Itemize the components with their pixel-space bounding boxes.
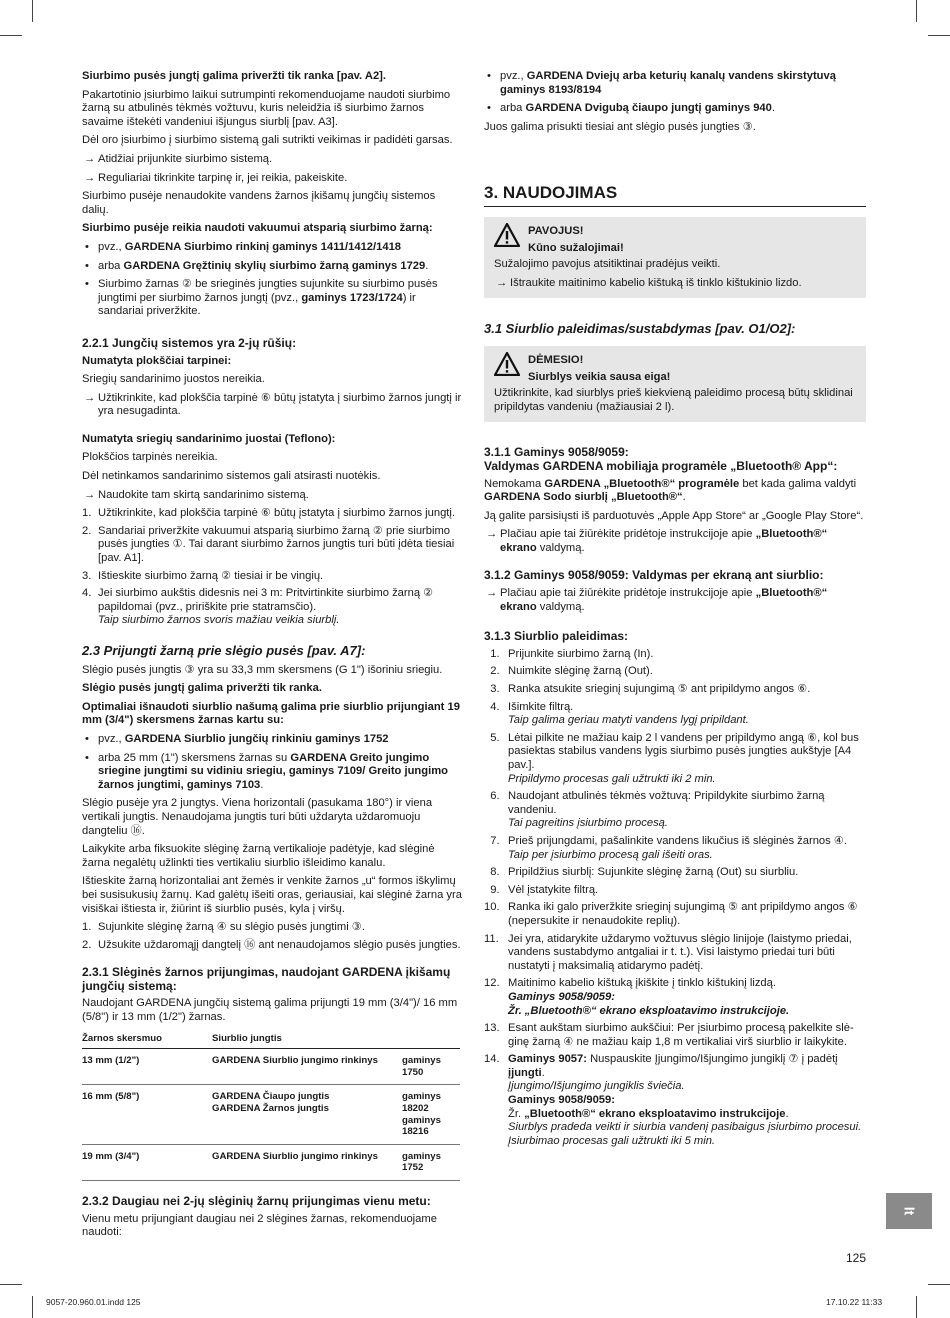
paragraph: Dėl oro įsiurbimo į siurbimo sistemą gali sutrikti veikimas ir padidėti garsas.	[82, 134, 453, 147]
subheading: Numatyta sriegių sandarinimo juostai (Teflono):	[82, 432, 336, 445]
numbered-item: 5. Lėtai pilkite ne mažiau kaip 2 l vandens per pripildymo angą ⑥, kol bus pasiektas stabilus vandens lygis siurbimo pusės jungties aukštyje [A4 pav.]. Pripildymo procesas gali užtrukti iki 2 min.	[484, 731, 859, 785]
crop-mark	[928, 1284, 950, 1285]
paragraph: Užtikrinkite, kad siurblys prieš kiekvieną paleidimo procesą būtų sklidinai pripildytas vandeniu (mažiausiai 2 l).	[494, 387, 853, 413]
arrow-item: → Reguliariai tikrinkite tarpinę ir, jei reikia, pakeiskite.	[84, 171, 348, 184]
bullet-item: • arba 25 mm (1") skersmens žarnas su GARDENA Greito jungimo sriegine jungtimi su vidiniu sriegiu, gaminys 7109/ Greito jungimo žarnos jungtimi, gaminys 7103.	[82, 752, 462, 793]
warning-triangle-icon	[494, 352, 520, 376]
section-heading: 3.1.2 Gaminys 9058/9059: Valdymas per ekraną ant siurblio:	[484, 568, 824, 583]
paragraph: Siurbimo pusėje nenaudokite vandens žarnos įkišamų jungčių sistemos dalių.	[82, 190, 436, 216]
bullet-item: • pvz., GARDENA Siurblio jungčių rinkiniu gaminys 1752	[82, 733, 462, 747]
section-heading: 2.3 Prijungti žarną prie slėgio pusės [pav. A7]:	[82, 643, 366, 658]
crop-mark	[32, 1296, 33, 1318]
table-header: Siurblio jungtis	[212, 1030, 402, 1049]
chapter-heading: 3. NAUDOJIMAS	[484, 186, 866, 207]
paragraph: Naudojant GARDENA jungčių sistemą galima prijungti 19 mm (3/4")/ 16 mm (5/8") ir 13 mm (1/2") žarnas.	[82, 997, 458, 1024]
bullet-item: • pvz., GARDENA Dviejų arba keturių kanalų vandens skirstytuvą gaminys 8193/8194	[484, 70, 866, 97]
numbered-item: 1. Užtikrinkite, kad plokščia tarpinė ⑥ būtų įstatyta į siurbimo žarnos jungtį.	[82, 507, 455, 520]
paragraph: Nemokama GARDENA „Bluetooth®“ programėle bet kada galima valdyti GARDENA Sodo siurblį „Bluetooth®“.	[484, 477, 857, 504]
numbered-item: 7. Prieš prijungdami, pašalinkite vandens likučius iš slėginės žarnos ④. Taip per įsiurbimo procesą gali išeiti oras.	[484, 834, 847, 861]
caution-notice	[484, 346, 866, 422]
subheading: Numatyta plokščiai tarpinei:	[82, 354, 232, 367]
paragraph: Plokščios tarpinės nereikia.	[82, 451, 218, 464]
numbered-item: 14. Gaminys 9057: Nuspauskite Įjungimo/Išjungimo jungiklį ⑦ į padėtį įjungti. Įjungimo/Išjungimo jungiklis šviečia. Gaminys 9058/9059: Žr. „Bluetooth®“ ekrano eksploatavimo instrukcijoje. Siurblys pradeda veikti ir siurbia vandenį pasibaigus įsiurbimo procesui. Įsiurbimao procesas gali užtrukti iki 5 min.	[484, 1053, 862, 1147]
notice-subtitle: Kūno sužalojimai!	[528, 241, 624, 254]
numbered-item: 3. Ranka atsukite srieginį sujungimą ⑤ ant pripildymo angos ⑥.	[484, 683, 811, 696]
bullet-item: • arba GARDENA Dvigubą čiaupo jungtį gaminys 940.	[484, 102, 866, 116]
paragraph: Pakartotinio įsiurbimo laikui sutrumpinti rekomenduojame naudoti siurbimo žarną su atbulinės tėkmės vožtuvu, kuris neleidžia iš siurbimo žarnos savaime ištekėti vandeniui išjungus siurblį [pav. A3].	[82, 88, 451, 128]
numbered-item: 11. Jei yra, atidarykite uždarymo vožtuvus slėgio linijoje (laistymo priedai, vandens sustabdymo antgaliai ir t. t.). Visi laistymo priedai turi būti nustatyti į maksimalią atidarymo padėtį.	[484, 932, 852, 972]
bullet-item: • pvz., GARDENA Siurbimo rinkinį gaminys 1411/1412/1418	[82, 241, 462, 255]
table-row: 19 mm (3/4") GARDENA Siurblio jungimo rinkinys gaminys 1752	[82, 1144, 460, 1180]
right-column	[484, 70, 866, 1152]
paragraph: Ištieskite žarną horizontaliai ant žemės ir venkite žarnos „u“ formos iškylimų bei susisukusių žarnų. Kad galėtų išeiti oras, geriausiai, kai slėginė žarna yra visiškai ištiesta ir, žiūrint iš siurblio pusės, kyla į viršų.	[82, 875, 462, 915]
arrow-item: → Plačiau apie tai žiūrėkite pridėtoje instrukcijoje apie „Bluetooth®“ ekrano valdymą.	[486, 528, 828, 554]
numbered-item: 1. Prijunkite siurbimo žarną (In).	[484, 647, 654, 660]
arrow-icon: →	[84, 152, 96, 165]
numbered-item: 1. Sujunkite slėginę žarną ④ su slėgio pusės jungtimi ③.	[82, 921, 365, 934]
numbered-item: 12. Maitinimo kabelio kištuką įkiškite į tinklo kištukinį lizdą. Gaminys 9058/9059: Žr. „Bluetooth®“ ekrano eksploatavimo instrukcijoje.	[484, 977, 790, 1017]
numbered-item: 4. Išimkite filtrą. Taip galima geriau matyti vandens lygį pripildant.	[484, 700, 749, 727]
paragraph: Slėgio pusės jungtis ③ yra su 33,3 mm skersmens (G 1") išoriniu sriegiu.	[82, 663, 443, 676]
numbered-item: 4. Jei siurbimo aukštis didesnis nei 3 m: Pritvirtinkite siurbimo žarną ② papildomai (pvz., pririškite prie statramsčio). Taip siurbimo žarnos svoris mažiau veikia siurblį.	[82, 587, 434, 627]
bullet-item: • arba GARDENA Gręžtinių skylių siurbimo žarną gaminys 1729.	[82, 260, 462, 274]
paragraph: Slėgio pusėje yra 2 jungtys. Viena horizontali (pasukama 180°) ir viena vertikali jungtis. Nenaudojama jungtis turi būti uždaryta uždaromuoju dangteliu ⑯.	[82, 797, 433, 837]
arrow-item: → Atidžiai prijunkite siurbimo sistemą.	[84, 152, 273, 165]
notice-subtitle: Siurblys veikia sausa eiga!	[528, 370, 671, 383]
language-tab: lt	[886, 1193, 932, 1229]
arrow-icon: →	[84, 488, 96, 501]
notice-title: DĖMESIO!	[528, 353, 584, 366]
paragraph: Slėgio pusės jungtį galima priveržti tik ranka.	[82, 682, 322, 695]
paragraph: Vienu metu prijungiant daugiau nei 2 slėgines žarnas, rekomenduojame naudoti:	[82, 1212, 437, 1239]
crop-mark	[32, 0, 33, 22]
numbered-item: 3. Ištieskite siurbimo žarną ② tiesiai ir be vingių.	[82, 569, 324, 582]
danger-notice	[484, 217, 866, 298]
paragraph: Optimaliai išnaudoti siurblio našumą galima prie siurblio prijungiant 19 mm (3/4") skersmens žarnas kartu su:	[82, 700, 460, 727]
arrow-item: → Plačiau apie tai žiūrėkite pridėtoje instrukcijoje apie „Bluetooth®“ ekrano valdymą.	[486, 587, 828, 613]
arrow-icon: →	[486, 587, 498, 600]
paragraph: Sriegių sandarinimo juostos nereikia.	[82, 373, 265, 386]
arrow-item: → Naudokite tam skirtą sandarinimo sistemą.	[84, 488, 309, 501]
arrow-icon: →	[486, 528, 498, 541]
hose-table	[82, 1030, 460, 1181]
table-row: 13 mm (1/2") GARDENA Siurblio jungimo rinkinys gaminys 1750	[82, 1049, 460, 1085]
numbered-item: 8. Pripildžius siurblį: Sujunkite slėginę žarną (Out) su siurbliu.	[484, 866, 799, 879]
page-number: 125	[846, 1251, 867, 1265]
arrow-item: → Ištraukite maitinimo kabelio kištuką iš tinklo kištukinio lizdo.	[496, 276, 802, 289]
numbered-item: 2. Užsukite uždaromąjį dangtelį ⑯ ant nenaudojamos slėgio pusės jungties.	[82, 938, 461, 951]
crop-mark	[916, 1296, 917, 1318]
crop-mark	[0, 1284, 22, 1285]
section-heading: 3.1 Siurblio paleidimas/sustabdymas [pav. O1/O2]:	[484, 321, 796, 337]
paragraph: Dėl netinkamos sandarinimo sistemos gali atsirasti nuotėkis.	[82, 470, 381, 483]
paragraph: Siurbimo pusėje reikia naudoti vakuumui atsparią siurbimo žarną:	[82, 222, 433, 235]
section-heading: 2.3.1 Slėginės žarnos prijungimas, naudojant GARDENA įkišamų jungčių sistemą:	[82, 965, 451, 993]
paragraph: Laikykite arba fiksuokite slėginę žarną vertikalioje padėtyje, kad slėginė žarna negalėtų užlinkti ties vertikaliu siurblio išleidimo kanalu.	[82, 843, 435, 869]
numbered-item: 6. Naudojant atbulinės tėkmės vožtuvą: Pripildykite siurbimo žarną vandeniu. Tai pagreitins įsiurbimo procesą.	[484, 790, 825, 830]
crop-mark	[928, 35, 950, 36]
paragraph: Ją galite parsisiųsti iš parduotuvės „Apple App Store“ ar „Google Play Store“.	[484, 509, 864, 522]
footer-timestamp: 17.10.22 11:33	[826, 1297, 883, 1307]
paragraph: Juos galima prisukti tiesiai ant slėgio pusės jungties ③.	[484, 120, 756, 133]
arrow-icon: →	[84, 171, 96, 184]
arrow-icon: →	[496, 276, 508, 289]
section-heading: 3.1.3 Siurblio paleidimas:	[484, 629, 629, 644]
numbered-item: 10. Ranka iki galo priveržkite srieginį sujungimą ⑤ ant pripildymo angos ⑥ (nepersukite ir nenaudokite replių).	[484, 901, 858, 927]
paragraph: Siurbimo pusės jungtį galima priveržti tik ranka [pav. A2].	[82, 70, 386, 82]
section-heading: 2.2.1 Jungčių sistemos yra 2-jų rūšių:	[82, 335, 297, 350]
section-heading: 2.3.2 Daugiau nei 2-jų slėginių žarnų prijungimas vienu metu:	[82, 1194, 431, 1208]
numbered-item: 13. Esant aukštam siurbimo aukščiui: Per įsiurbimo procesą pakelkite slėginę žarną ④ ne mažiau kaip 1,8 m vertikaliai virš siurblio ir laikykite.	[484, 1022, 854, 1048]
table-row: 16 mm (5/8") GARDENA Čiaupo jungtis GARDENA Žarnos jungtis gaminys 18202 gaminys 18216	[82, 1085, 460, 1144]
table-header	[402, 1030, 460, 1049]
table-header: Žarnos skersmuo	[82, 1030, 212, 1049]
bullet-item: • Siurbimo žarnas ② be srieginės jungties sujunkite su siurbimo pusės jungtimi per siurbimo žarnos jungtį (pvz., gaminys 1723/1724) ir sandariai priveržkite.	[82, 278, 462, 319]
crop-mark	[916, 0, 917, 22]
notice-title: PAVOJUS!	[528, 224, 584, 237]
crop-mark	[0, 35, 22, 36]
paragraph: Sužalojimo pavojus atsitiktinai pradėjus veikti.	[494, 258, 721, 271]
footer-file-info: 9057-20.960.01.indd 125	[46, 1297, 141, 1307]
numbered-item: 2. Sandariai priveržkite vakuumui atsparią siurbimo žarną ② prie siurbimo pusės jungties ①. Tai darant siurbimo žarnos jungtis turi būti įdėta tiesiai [pav. A1].	[82, 524, 455, 565]
left-column	[82, 70, 462, 1245]
warning-triangle-icon	[494, 223, 520, 247]
numbered-item: 2. Nuimkite slėginę žarną (Out).	[484, 665, 653, 678]
numbered-item: 9. Vėl įstatykite filtrą.	[484, 883, 599, 896]
arrow-icon: →	[84, 391, 96, 404]
section-heading: 3.1.1 Gaminys 9058/9059: Valdymas GARDENA mobiliąja programėle „Bluetooth® App“:	[484, 445, 838, 473]
arrow-item: → Užtikrinkite, kad plokščia tarpinė ⑥ būtų įstatyta į siurbimo žarnos jungtį ir yra nesugadinta.	[84, 391, 462, 418]
